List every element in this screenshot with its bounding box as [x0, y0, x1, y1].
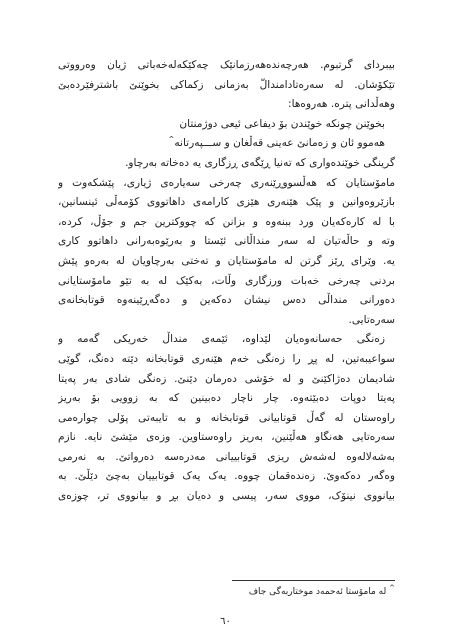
text-line: وتە و حاڵەتیان لە سەر منداڵانی ئێستا و بەرێوەبەرانی داهاتوو کاری [58, 235, 395, 248]
text-line: شادیمان دەژاکێنێ و لە خۆشی دەرمان دێنێ. زەنگی شادی بەر پەیتا [58, 372, 395, 385]
body-text [58, 56, 395, 507]
paragraph-4 [58, 330, 395, 506]
paragraph-1 [58, 56, 395, 115]
paragraph-3 [58, 174, 395, 331]
footnote-text: لە مامۆستا ئەحمەد موختاربەگی جاف [248, 587, 387, 597]
page-number: ٦٠ [220, 616, 231, 627]
footnote [249, 585, 395, 599]
text-line: وهەڵدانی پترە. هەروەها: [288, 98, 395, 111]
text-line: راوەستان لە گەڵ قوتابیانی قوتابخانە و بە تایبەتی پۆلی چوارەمی [58, 411, 395, 424]
text-line: سەرەتایی هەنگاو هەڵێنین، بەریز راوەستاوین. وزەی مێشێ نایە. نازم [58, 431, 395, 444]
footnote-marker: ^ [389, 584, 395, 592]
text-line: دەورانی منداڵی دەس نیشان دەکەین و دەگەڕێینەوە قوتابخانەی [58, 294, 395, 307]
poem [58, 115, 395, 154]
poem-line: بخوێنن چونکە خوێندن بۆ دیفاعی ئیعی دوژمنتان [179, 117, 385, 130]
text-line: بیانووی نینۆک، مووی سەر، پیسی و دەیان بڕ و بیانووی تر، چوزەی [58, 490, 395, 503]
text-line: گرینگی خوێندەواری کە تەنیا ڕێگەی ڕزگاری یە دەخاتە بەرچاو. [125, 156, 395, 169]
paragraph-2 [58, 154, 395, 174]
text-line: بیبردای گرتبوم. هەرچەندەهەرزمانێک چەکێکەلەخەباتی ژیان وەرووتی [58, 59, 395, 71]
text-line: سواعیبەتین، لە پڕ را زەنگی خەم هێنەری قوتابخانە دێتە دەنگ، گوێی [58, 352, 395, 365]
text-line: یە. وێرای ڕێز گرتن لە مامۆستایان و تەختی بەرچاویان لە بەرەو پێش [58, 254, 395, 267]
poem-line [58, 134, 395, 154]
text-line: وەگەر دەکەوێ. زەندەقمان چووە. یەک یەک قوتابییان بەچێ دێڵێ. بە [58, 470, 395, 483]
footnote-marker: ^ [168, 135, 175, 144]
text-line: بەشەلالەوە لەشەش ریزی قوتابییانی مەدرەسە دەرواتێ. بە نەرمی [58, 450, 395, 463]
poem-line-text: هەموو ئان و زەمانێ عەینی قەڵغان و ســـپەرتانە [174, 137, 385, 150]
text-line: تێکۆشان. لە سەرەتادامندالّ بەزمانی زکماکی بخوێنێ باشترفێردەبێ [58, 78, 395, 91]
text-line: سەرەتایی. [348, 313, 395, 326]
text-line: بردنی چەرخی خەبات ورزگاری وڵات، بەکێک لە بە تێو مامۆستایانی [58, 274, 395, 287]
text-line: پەیتا دوپات دەبێتەوە. چار ناچار دەبینین کە بە زوویی بۆ بەریز [58, 392, 395, 405]
text-line: بازێروەوانین و پێک هێنەری هێزی کارامەی داهاتووی کۆمەڵی ئینسانین، [58, 196, 395, 209]
text-line: با لە کارەکەیان ورد ببنەوە و بزانن کە چووکترین جم و جۆڵ، کردە، [58, 215, 395, 228]
text-line: زەنگی حەسانەوەیان لێداوە، ئێمەی منداڵ خەریکی گەمە و [58, 333, 385, 346]
text-line: مامۆستایان کە هەڵسووڕێنەری چەرخی سەیارەی ژیاری، پێشکەوت و [58, 176, 395, 189]
footnote-divider [232, 580, 395, 581]
